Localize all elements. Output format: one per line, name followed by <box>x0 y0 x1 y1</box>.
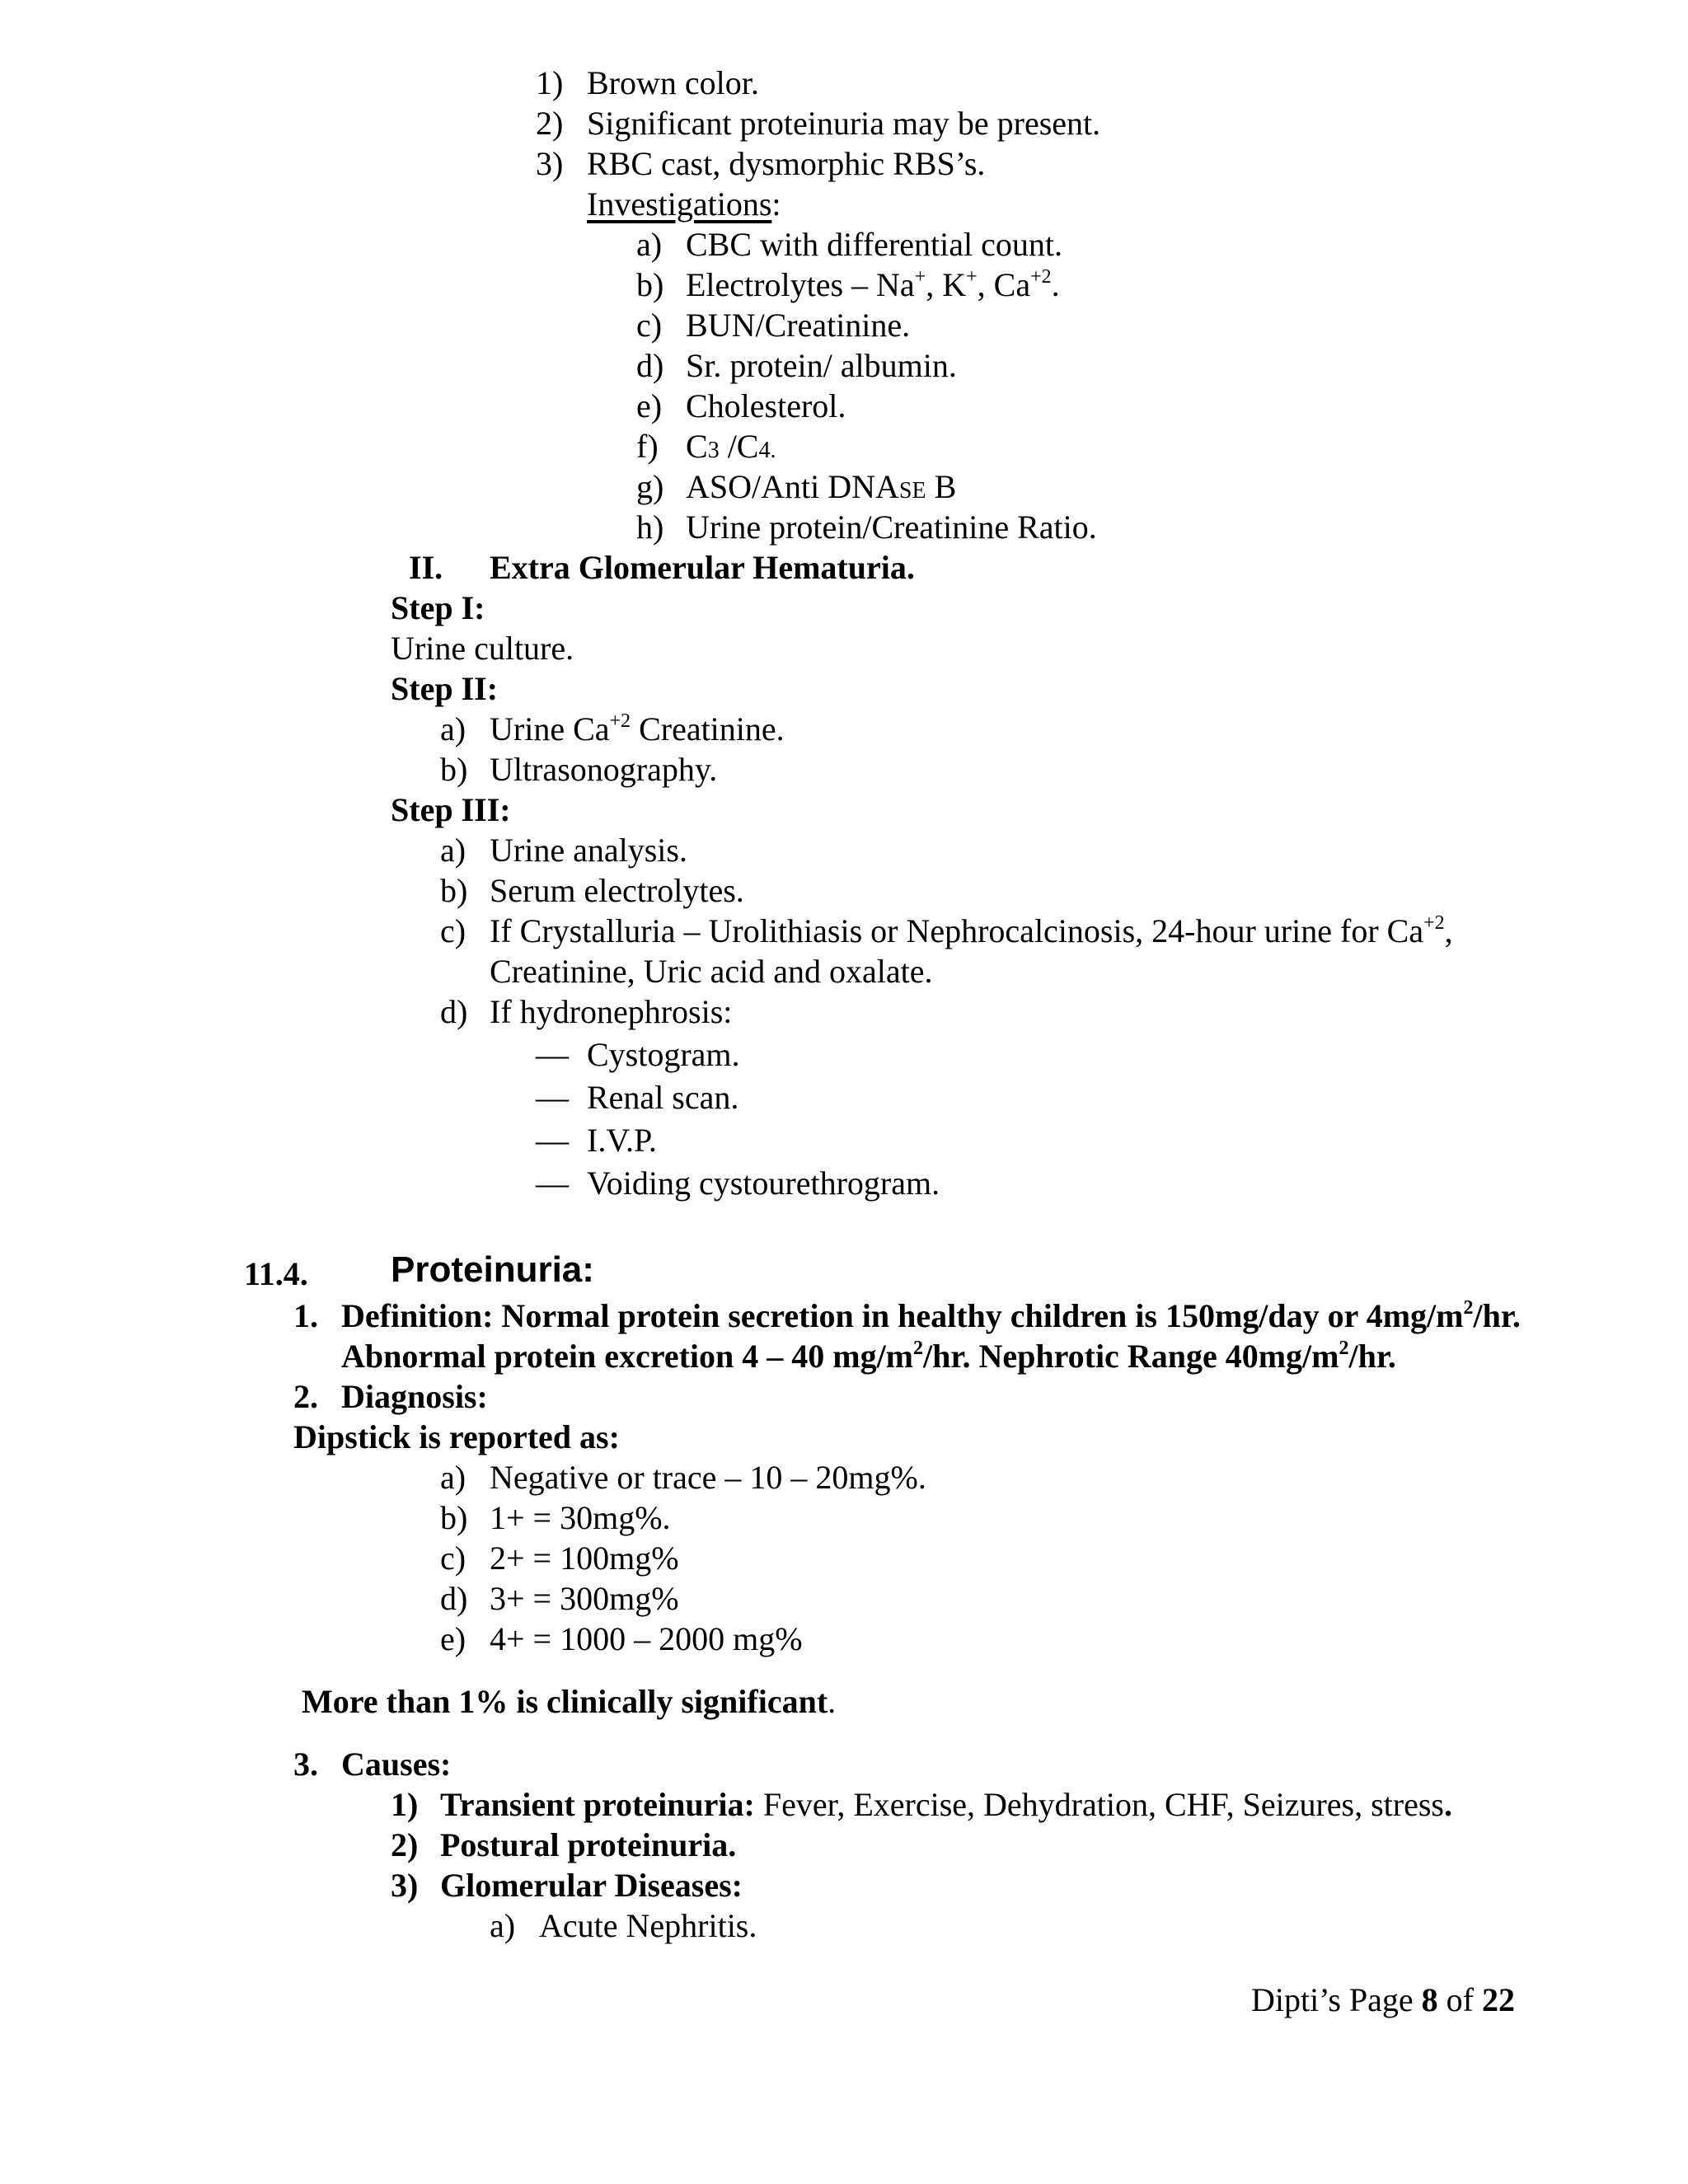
list-item: Sr. protein/ albumin. <box>686 347 957 384</box>
list-item: Urine protein/Creatinine Ratio. <box>686 509 1097 546</box>
list-letter: c) <box>440 912 467 949</box>
list-item: Cystogram. <box>587 1036 740 1073</box>
dipstick-label: Dipstick is reported as: <box>293 1418 620 1455</box>
list-item-continuation: Creatinine, Uric acid and oxalate. <box>490 953 933 990</box>
item-number: 1. <box>293 1297 318 1334</box>
list-letter: d) <box>636 347 664 384</box>
investigations-heading-line <box>587 184 781 224</box>
item-text: Abnormal protein excretion 4 – 40 mg/m <box>341 1338 914 1375</box>
list-letter: g) <box>636 468 664 505</box>
list-letter: c) <box>440 1540 467 1577</box>
superscript: 2 <box>1463 1297 1474 1319</box>
list-letter: d) <box>440 1580 468 1617</box>
subscript: SE <box>898 478 926 504</box>
section-title-colon: : <box>582 1249 594 1290</box>
page-footer <box>1251 1980 1515 2020</box>
dash-bullet: — <box>536 1122 569 1159</box>
investigations-colon: : <box>771 185 781 223</box>
list-letter: d) <box>440 993 468 1030</box>
list-letter: a) <box>490 1907 516 1944</box>
definition-line2 <box>341 1336 1396 1376</box>
list-item: Glomerular Diseases: <box>440 1867 743 1904</box>
list-item: 4+ = 1000 – 2000 mg% <box>490 1620 803 1657</box>
list-item: Voiding cystourethrogram. <box>587 1165 940 1202</box>
footer-text: of <box>1437 1981 1482 2018</box>
step-label: Step III: <box>391 791 511 828</box>
cause-label: Transient proteinuria: <box>440 1786 755 1823</box>
list-item: RBC cast, dysmorphic RBS’s. <box>587 145 986 182</box>
superscript: +2 <box>609 710 631 732</box>
list-item <box>490 709 785 749</box>
item-text: If Crystalluria – Urolithiasis or Nephrocalcinosis, 24-hour urine for Ca <box>490 912 1424 949</box>
list-item: Renal scan. <box>587 1079 739 1116</box>
item-text: /C <box>719 428 759 465</box>
investigations-heading: Investigations <box>587 185 772 223</box>
item-text: B <box>926 468 957 505</box>
subscript: 3 <box>707 438 720 463</box>
list-number: 3) <box>536 145 564 182</box>
list-letter: a) <box>440 710 467 748</box>
dash-bullet: — <box>536 1079 569 1116</box>
step-text: Urine culture. <box>391 630 574 667</box>
list-item <box>440 1784 1452 1825</box>
item-text: /hr. <box>1348 1338 1396 1375</box>
list-item: Urine analysis. <box>490 832 687 869</box>
causes-label: Causes: <box>341 1746 452 1783</box>
list-item: I.V.P. <box>587 1122 657 1159</box>
definition-line1 <box>341 1296 1521 1336</box>
significance-note <box>302 1681 836 1722</box>
item-number: 3. <box>293 1746 318 1783</box>
list-letter: b) <box>636 266 664 303</box>
list-letter: a) <box>636 226 663 263</box>
dash-bullet: — <box>536 1165 569 1202</box>
item-number: 2. <box>293 1378 318 1415</box>
section-title-text: Proteinuria <box>391 1249 583 1290</box>
list-letter: e) <box>636 387 663 424</box>
list-letter: a) <box>440 1459 467 1496</box>
item-text: /hr. <box>1473 1297 1521 1334</box>
list-number: 2) <box>391 1826 419 1863</box>
list-item: 1+ = 30mg%. <box>490 1499 671 1536</box>
list-item: Cholesterol. <box>686 387 846 424</box>
superscript: 2 <box>1339 1338 1349 1359</box>
list-item: BUN/Creatinine. <box>686 307 911 344</box>
superscript: + <box>914 266 926 288</box>
list-number: 3) <box>391 1867 419 1904</box>
list-item <box>686 426 776 471</box>
list-item: 3+ = 300mg% <box>490 1580 679 1617</box>
list-letter: a) <box>440 832 467 869</box>
cause-end: . <box>1443 1786 1452 1823</box>
page-number: 8 <box>1421 1981 1438 2018</box>
dash-bullet: — <box>536 1036 569 1073</box>
significance-end: . <box>828 1683 837 1720</box>
list-number: 1) <box>391 1786 419 1823</box>
item-text: /hr. Nephrotic Range 40mg/m <box>923 1338 1339 1375</box>
diagnosis-label: Diagnosis: <box>341 1378 488 1415</box>
superscript: +2 <box>1030 266 1052 288</box>
list-item: If hydronephrosis: <box>490 993 733 1030</box>
section-title <box>391 1249 594 1290</box>
list-number: 1) <box>536 64 564 101</box>
list-item: Brown color. <box>587 64 759 101</box>
list-item: 2+ = 100mg% <box>490 1540 679 1577</box>
item-text: , K <box>926 266 967 303</box>
list-item: Ultrasonography. <box>490 751 718 788</box>
superscript: + <box>966 266 978 288</box>
item-text: Urine Ca <box>490 710 610 748</box>
list-item: Significant proteinuria may be present. <box>587 105 1101 142</box>
list-letter: f) <box>636 428 659 465</box>
list-letter: b) <box>440 872 468 909</box>
item-text: ASO/Anti DNA <box>686 468 899 505</box>
section-number: 11.4. <box>244 1255 308 1292</box>
list-item <box>490 911 1453 951</box>
list-item: Serum electrolytes. <box>490 872 744 909</box>
list-letter: b) <box>440 1499 468 1536</box>
subscript: 4. <box>758 438 776 463</box>
item-text: Electrolytes – Na <box>686 266 915 303</box>
list-letter: b) <box>440 751 468 788</box>
list-item <box>686 466 956 511</box>
item-text: , Ca <box>977 266 1031 303</box>
page-total: 22 <box>1482 1981 1515 2018</box>
step-label: Step I: <box>391 589 485 626</box>
footer-text: Dipti’s Page <box>1251 1981 1422 2018</box>
list-item: Negative or trace – 10 – 20mg%. <box>490 1459 926 1496</box>
list-letter: e) <box>440 1620 467 1657</box>
item-text: . <box>1051 266 1060 303</box>
list-letter: h) <box>636 509 664 546</box>
item-text: Creatinine. <box>631 710 785 748</box>
list-item: CBC with differential count. <box>686 226 1062 263</box>
list-item: Postural proteinuria. <box>440 1826 737 1863</box>
cause-text: Fever, Exercise, Dehydration, CHF, Seizures, stress <box>754 1786 1444 1823</box>
list-item: Acute Nephritis. <box>539 1907 757 1944</box>
item-text: C <box>686 428 708 465</box>
superscript: 2 <box>913 1338 924 1359</box>
list-number: 2) <box>536 105 564 142</box>
step-label: Step II: <box>391 670 499 707</box>
list-letter: c) <box>636 307 663 344</box>
significance-text: More than 1% is clinically significant <box>302 1683 828 1720</box>
item-text: Definition: Normal protein secretion in healthy children is 150mg/day or 4mg/m <box>341 1297 1464 1334</box>
superscript: +2 <box>1423 912 1445 934</box>
section-title: Extra Glomerular Hematuria. <box>490 549 915 586</box>
section-number: II. <box>409 549 443 586</box>
item-text: , <box>1444 912 1453 949</box>
list-item <box>686 265 1060 305</box>
